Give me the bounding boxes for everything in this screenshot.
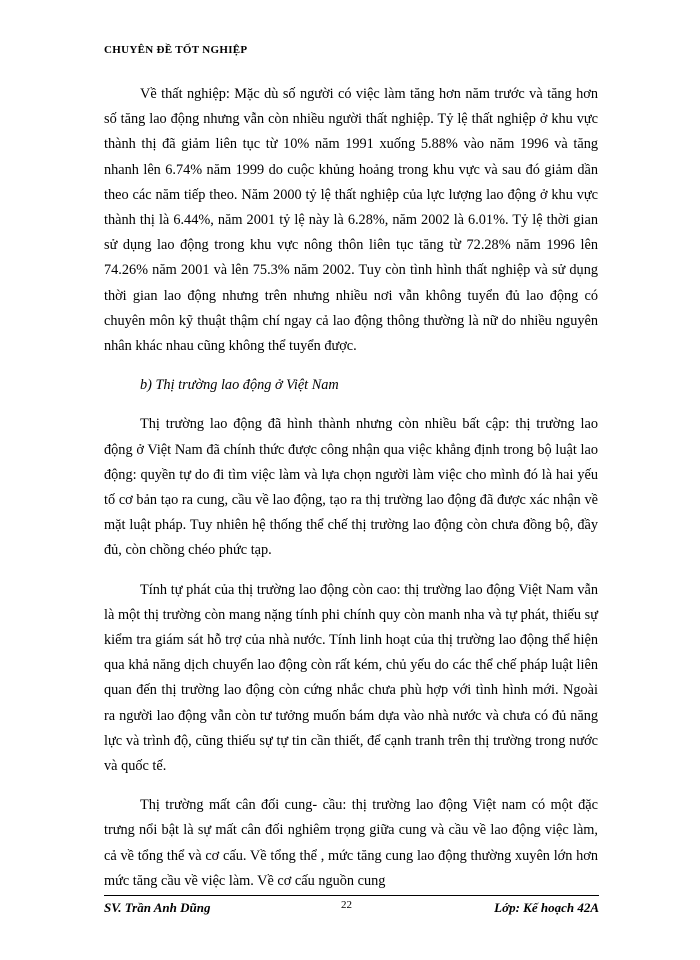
paragraph-spontaneity: Tính tự phát của thị trường lao động còn cao: thị trường lao động Việt Nam vẫn là một thị trường còn mang nặng tính phi chính quy còn manh nha và tự phát, thiếu sự kiểm tra giám sát hỗ trợ của nhà nước. Tính linh hoạt của thị trường lao động thể hiện qua khả năng dịch chuyển lao động còn rất kém, chủ yếu do các thể chế pháp luật liên quan đến thị trường lao động còn cứng nhắc chưa phù hợp với tình hình mới. Ngoài ra người lao động vẫn còn tư tưởng muốn bám dựa vào nhà nước và chưa có đủ năng lực và trình độ, cũng thiếu sự tự tin cần thiết, để cạnh tranh trên thị trường trong nước và quốc tế. <box>104 581 598 775</box>
paragraph-unemployment: Về thất nghiệp: Mặc dù số người có việc làm tăng hơn năm trước và tăng hơn số tăng lao động nhưng vẫn còn nhiều người thất nghiệp. Tỷ lệ thất nghiệp ở khu vực thành thị đã giảm liên tục từ 10% năm 1991 xuống 5.88% vào năm 1996 và tăng nhanh lên 6.74% năm 1999 do cuộc khủng hoảng trong khu vực và sau đó giảm dần theo các năm tiếp theo. Năm 2000 tỷ lệ thất nghiệp của lực lượng lao động ở khu vực thành thị là 6.44%, năm 2001 tỷ lệ này là 6.28%, năm 2002 là 6.01%. Tỷ lệ thời gian sử dụng lao động trong khu vực nông thôn liên tục tăng từ 72.28% năm 1996 lên 74.26% năm 2001 và lên 75.3% năm 2002. Tuy còn tình hình thất nghiệp và sử dụng thời gian lao động nhưng trên nhưng nhiều nơi vẫn không tuyển đủ lao động có chuyên môn kỹ thuật thậm chí ngay cả lao động thông thường là nữ do nhiều nguyên nhân khác nhau cũng không thể tuyển được. <box>104 86 598 355</box>
document-header: CHUYÊN ĐỀ TỐT NGHIỆP <box>104 44 248 56</box>
footer-author: SV. Trần Anh Dũng <box>104 900 211 915</box>
footer-divider <box>104 895 599 896</box>
footer-class: Lớp: Kế hoạch 42A <box>494 900 599 915</box>
page-footer <box>104 900 599 920</box>
paragraph-labor-market-formed: Thị trường lao động đã hình thành nhưng còn nhiều bất cập: thị trường lao động ở Việt Nam đã chính thức được công nhận qua việc khẳng định trong bộ luật lao động: quyền tự do đi tìm việc làm và lựa chọn người làm việc cho mình đó là hai yếu tố cơ bản tạo ra cung, cầu về lao động, tạo ra thị trường lao động đã được xác nhận về mặt luật pháp. Tuy nhiên hệ thống thể chế thị trường lao động còn chưa đồng bộ, đầy đủ, còn chồng chéo phức tạp. <box>104 416 598 559</box>
document-body <box>104 82 598 894</box>
section-subheading: b) Thị trường lao động ở Việt Nam <box>140 377 339 394</box>
paragraph-supply-demand: Thị trường mất cân đối cung- cầu: thị trường lao động Việt nam có một đặc trưng nổi bật là sự mất cân đối nghiêm trọng giữa cung và cầu về lao động việc làm, cả về tổng thể và cơ cấu. Về tổng thể , mức tăng cung lao động thường xuyên lớn hơn mức tăng cầu về việc làm. Về cơ cấu nguồn cung <box>104 797 598 889</box>
page-number: 22 <box>341 899 352 911</box>
